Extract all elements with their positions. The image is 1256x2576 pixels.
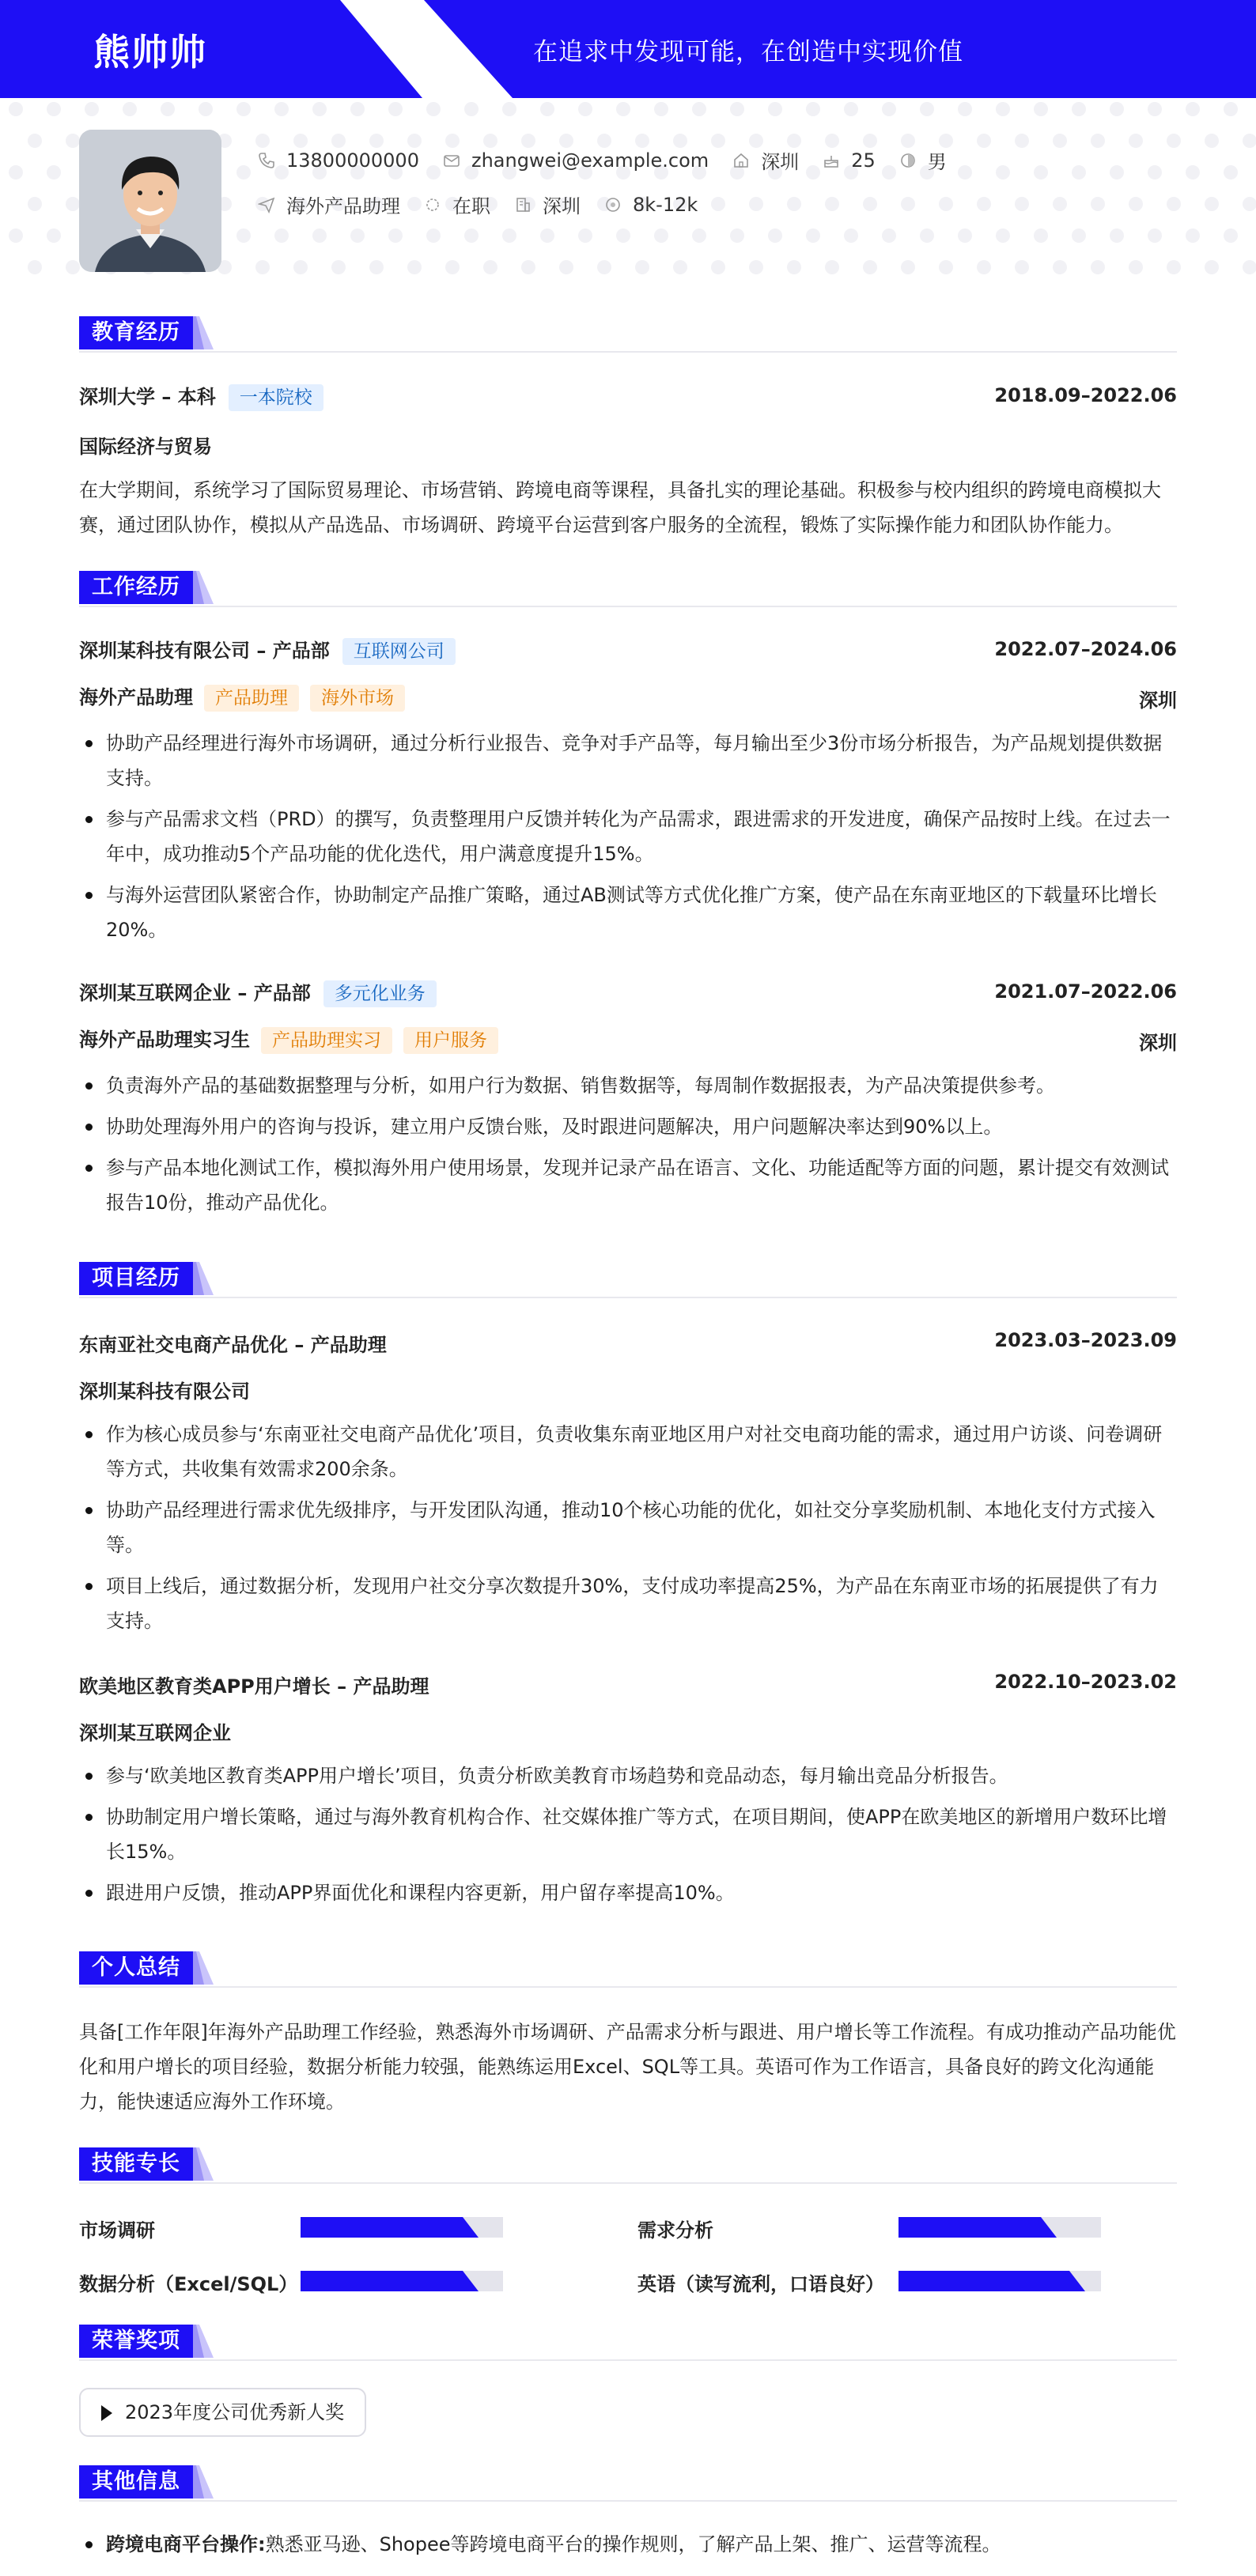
gender-icon (899, 152, 917, 169)
section-title: 工作经历 (79, 571, 193, 604)
section-education (79, 316, 1177, 353)
pattern-dot (882, 102, 896, 116)
pattern-dot (844, 229, 858, 243)
pattern-dot (901, 197, 915, 211)
section-divider (79, 1297, 1177, 1298)
award-item[interactable] (79, 2388, 366, 2437)
skill-bar (898, 2271, 1101, 2291)
pattern-dot (787, 197, 801, 211)
work-1-city: 深圳 (1139, 689, 1177, 712)
pattern-dot (768, 229, 782, 243)
pattern-dot (1148, 102, 1162, 116)
list-item (79, 2527, 1177, 2562)
pattern-dot (236, 229, 251, 243)
other-text: 熟悉亚马逊、Shopee等跨境电商平台的操作规则，了解产品上架、推广、运营等流程。 (265, 2533, 1001, 2555)
pattern-dot (350, 102, 365, 116)
pattern-dot (996, 102, 1010, 116)
list-item: 作为核心成员参与‘东南亚社交电商产品优化’项目，负责收集东南亚地区用户对社交电商功能的需求，通过用户访谈、问卷调研等方式，共收集有效需求200余条。 (79, 1417, 1177, 1486)
pattern-dot (255, 260, 270, 274)
pattern-dot (388, 229, 403, 243)
work-1-period: 2022.07–2024.06 (994, 638, 1177, 660)
work-2-city: 深圳 (1139, 1032, 1177, 1054)
section-title: 教育经历 (79, 316, 193, 349)
pattern-dot (1243, 134, 1256, 148)
section-title: 技能专长 (79, 2147, 193, 2181)
list-item: 负责海外产品的基础数据整理与分析，如用户行为数据、销售数据等，每周制作数据报表，为产品决策提供参考。 (79, 1068, 1177, 1103)
pattern-dot (312, 229, 327, 243)
work-1-bullets (79, 726, 1177, 954)
person-avatar-icon (79, 130, 221, 272)
pattern-dot (9, 102, 23, 116)
project-1-company: 深圳某科技有限公司 (79, 1381, 250, 1403)
section-tab-tail (193, 2147, 214, 2181)
work-2-company (79, 977, 437, 1007)
pattern-dot (939, 197, 953, 211)
skill-bar-fill (301, 2271, 479, 2291)
section-divider (79, 2500, 1177, 2502)
pattern-dot (464, 102, 479, 116)
play-triangle-icon (101, 2405, 112, 2421)
pattern-dot (863, 260, 877, 274)
pattern-dot (711, 260, 725, 274)
contact-location (732, 146, 799, 174)
work-2-period: 2021.07–2022.06 (994, 980, 1177, 1003)
contact-target-city (514, 191, 581, 218)
pattern-dot (426, 102, 441, 116)
contact-age (823, 149, 876, 172)
education-description: 在大学期间，系统学习了国际贸易理论、市场营销、跨境电商等课程，具备扎实的理论基础。积极参与校内组织的跨境电商模拟大赛，通过团队协作，模拟从产品选品、市场调研、跨境平台运营到客户服务的全流程，锻炼了实际操作能力和团队协作能力。 (79, 479, 1161, 536)
section-work (79, 571, 1177, 607)
skill-name: 需求分析 (637, 2219, 713, 2242)
pattern-dot (1072, 102, 1086, 116)
pattern-dot (863, 197, 877, 211)
pattern-dot (1015, 134, 1029, 148)
pattern-dot (85, 102, 99, 116)
pattern-dot (1148, 165, 1162, 179)
list-item: 项目上线后，通过数据分析，发现用户社交分享次数提升30%，支付成功率提高25%，为产品在东南亚市场的拓展提供了有力支持。 (79, 1569, 1177, 1638)
pattern-dot (977, 260, 991, 274)
project-1-title: 东南亚社交电商产品优化 – 产品助理 (79, 1334, 387, 1356)
pattern-dot (1205, 260, 1219, 274)
school-name: 深圳大学 – 本科 (79, 386, 216, 408)
pattern-dot (540, 102, 554, 116)
cake-icon (823, 152, 840, 169)
skill-bar-fill (301, 2217, 479, 2238)
section-title: 荣誉奖项 (79, 2325, 193, 2358)
pattern-dot (464, 229, 479, 243)
section-divider (79, 1986, 1177, 1988)
company-name: 深圳某互联网企业 – 产品部 (79, 982, 311, 1004)
pattern-dot (1167, 260, 1181, 274)
pattern-dot (445, 260, 460, 274)
gender-text: 男 (927, 151, 947, 173)
section-tab-tail (193, 571, 214, 604)
section-projects (79, 1262, 1177, 1298)
pattern-dot (597, 260, 611, 274)
pattern-dot (1110, 229, 1124, 243)
phone-icon (258, 152, 275, 169)
home-icon (732, 152, 750, 169)
section-tab-tail (193, 1262, 214, 1295)
contact-salary (604, 194, 698, 216)
section-title: 项目经历 (79, 1262, 193, 1295)
pattern-dot (1015, 197, 1029, 211)
list-item: 协助制定用户增长策略，通过与海外教育机构合作、社交媒体推广等方式，在项目期间，使APP在欧美地区的新增用户数环比增长15%。 (79, 1800, 1177, 1869)
pattern-dot (47, 229, 61, 243)
pattern-dot (28, 197, 42, 211)
pattern-dot (1205, 197, 1219, 211)
pattern-dot (28, 260, 42, 274)
coin-icon (604, 196, 622, 213)
pattern-dot (274, 229, 289, 243)
pattern-dot (293, 260, 308, 274)
list-item: 参与‘欧美地区教育类APP用户增长’项目，负责分析欧美教育市场趋势和竞品动态，每月输出竞品分析报告。 (79, 1758, 1177, 1793)
contact-status (424, 191, 490, 218)
section-tab-tail (193, 316, 214, 349)
pattern-dot (1110, 102, 1124, 116)
section-other (79, 2465, 1177, 2502)
pattern-dot (673, 260, 687, 274)
pattern-dot (66, 260, 80, 274)
pattern-dot (977, 197, 991, 211)
pattern-dot (47, 102, 61, 116)
mail-icon (443, 152, 460, 169)
pattern-dot (996, 165, 1010, 179)
pattern-dot (654, 229, 668, 243)
pattern-dot (1034, 165, 1048, 179)
age-text: 25 (851, 149, 876, 172)
email-text: zhangwei@example.com (471, 149, 709, 172)
company-tag: 互联网公司 (342, 638, 456, 665)
pattern-dot (692, 229, 706, 243)
pattern-dot (996, 229, 1010, 243)
section-title: 个人总结 (79, 1951, 193, 1985)
pattern-dot (901, 260, 915, 274)
pattern-dot (825, 260, 839, 274)
pattern-dot (483, 260, 497, 274)
contact-row-primary (258, 146, 970, 174)
pattern-dot (958, 102, 972, 116)
education-school (79, 381, 323, 411)
section-divider (79, 2182, 1177, 2184)
pattern-dot (1167, 197, 1181, 211)
pattern-dot (369, 260, 384, 274)
pattern-dot (1034, 229, 1048, 243)
pattern-dot (331, 260, 346, 274)
section-tab-tail (193, 1951, 214, 1985)
pattern-dot (161, 102, 175, 116)
role-tag: 产品助理 (204, 685, 299, 712)
pattern-dot (616, 229, 630, 243)
status-icon (424, 196, 441, 213)
pattern-dot (787, 260, 801, 274)
pattern-dot (1053, 134, 1067, 148)
project-2-company: 深圳某互联网企业 (79, 1722, 231, 1744)
project-1-bullets (79, 1417, 1177, 1645)
pattern-dot (1091, 197, 1105, 211)
pattern-dot (47, 165, 61, 179)
list-item: 协助处理海外用户的咨询与投诉，建立用户反馈台账，及时跟进问题解决，用户问题解决率达到90%以上。 (79, 1109, 1177, 1144)
other-label: 跨境电商平台操作: (106, 2533, 266, 2555)
salary-text: 8k-12k (633, 193, 698, 216)
pattern-dot (806, 102, 820, 116)
pattern-dot (920, 229, 934, 243)
role-tag: 海外市场 (310, 685, 405, 712)
pattern-dot (958, 229, 972, 243)
pattern-dot (199, 102, 213, 116)
pattern-dot (502, 102, 516, 116)
pattern-dot (825, 197, 839, 211)
avatar (79, 130, 221, 272)
contact-gender (899, 146, 947, 174)
pattern-dot (66, 197, 80, 211)
list-item: 跟进用户反馈，推动APP界面优化和课程内容更新，用户留存率提高10%。 (79, 1875, 1177, 1910)
skill-bar-fill (898, 2217, 1057, 2238)
pattern-dot (1224, 229, 1238, 243)
pattern-dot (1072, 229, 1086, 243)
pattern-dot (1129, 134, 1143, 148)
pattern-dot (1243, 197, 1256, 211)
pattern-dot (1205, 134, 1219, 148)
pattern-dot (521, 260, 535, 274)
resume-slogan: 在追求中发现可能，在创造中实现价值 (533, 38, 963, 66)
pattern-dot (312, 102, 327, 116)
pattern-dot (9, 229, 23, 243)
resume-name: 熊帅帅 (93, 31, 207, 74)
education-major: 国际经济与贸易 (79, 436, 212, 458)
pattern-dot (1110, 165, 1124, 179)
target-position-text: 海外产品助理 (286, 195, 400, 217)
education-period: 2018.09–2022.06 (994, 384, 1177, 406)
target-city-text: 深圳 (543, 195, 581, 217)
pattern-dot (654, 102, 668, 116)
pattern-dot (123, 102, 137, 116)
project-1-period: 2023.03–2023.09 (994, 1329, 1177, 1351)
work-2-bullets (79, 1068, 1177, 1226)
pattern-dot (559, 260, 573, 274)
pattern-dot (749, 197, 763, 211)
pattern-dot (1224, 102, 1238, 116)
pattern-dot (1091, 260, 1105, 274)
pattern-dot (274, 102, 289, 116)
section-skills (79, 2147, 1177, 2184)
section-tab-tail (193, 2325, 214, 2358)
pattern-dot (236, 165, 251, 179)
pattern-dot (1129, 197, 1143, 211)
section-awards (79, 2325, 1177, 2361)
pattern-dot (1091, 134, 1105, 148)
skill-name: 英语（读写流利，口语良好） (637, 2273, 884, 2295)
pattern-dot (806, 229, 820, 243)
section-summary (79, 1951, 1177, 1988)
pattern-dot (1186, 165, 1200, 179)
section-title: 其他信息 (79, 2465, 193, 2499)
pattern-dot (1224, 165, 1238, 179)
pattern-dot (749, 260, 763, 274)
pattern-dot (502, 229, 516, 243)
pattern-dot (66, 134, 80, 148)
pattern-dot (578, 229, 592, 243)
company-name: 深圳某科技有限公司 – 产品部 (79, 640, 330, 662)
pattern-dot (920, 102, 934, 116)
building-icon (514, 196, 532, 213)
pattern-dot (426, 229, 441, 243)
pattern-dot (388, 102, 403, 116)
location-text: 深圳 (761, 151, 800, 173)
list-item: 参与产品需求文档（PRD）的撰写，负责整理用户反馈并转化为产品需求，跟进需求的开发进度，确保产品按时上线。在过去一年中，成功推动5个产品功能的优化迭代，用户满意度提升15%。 (79, 802, 1177, 871)
status-text: 在职 (452, 195, 490, 217)
work-1-role (79, 682, 405, 712)
pattern-dot (350, 229, 365, 243)
pattern-dot (882, 229, 896, 243)
pattern-dot (1148, 229, 1162, 243)
skill-bar (301, 2217, 503, 2238)
pattern-dot (939, 260, 953, 274)
pattern-dot (730, 229, 744, 243)
pattern-dot (635, 260, 649, 274)
list-item: 协助产品经理进行海外市场调研，通过分析行业报告、竞争对手产品等，每月输出至少3份市场分析报告，为产品规划提供数据支持。 (79, 726, 1177, 795)
pattern-dot (1053, 197, 1067, 211)
list-item: 与海外运营团队紧密合作，协助制定产品推广策略，通过AB测试等方式优化推广方案，使产品在东南亚地区的下载量环比增长20%。 (79, 878, 1177, 947)
pattern-dot (730, 102, 744, 116)
pattern-dot (1129, 260, 1143, 274)
pattern-dot (540, 229, 554, 243)
list-item: 协助产品经理进行需求优先级排序，与开发团队沟通，推动10个核心功能的优化，如社交分享奖励机制、本地化支付方式接入等。 (79, 1493, 1177, 1562)
project-2-title: 欧美地区教育类APP用户增长 – 产品助理 (79, 1675, 429, 1698)
pattern-dot (692, 102, 706, 116)
contact-email (443, 149, 709, 172)
pattern-dot (1034, 102, 1048, 116)
pattern-dot (1015, 260, 1029, 274)
pattern-dot (1072, 165, 1086, 179)
work-1-company (79, 635, 456, 665)
list-item: 参与产品本地化测试工作，模拟海外用户使用场景，发现并记录产品在语言、文化、功能适配等方面的问题，累计提交有效测试报告10份，推动产品优化。 (79, 1150, 1177, 1220)
section-divider (79, 351, 1177, 353)
company-tag: 多元化业务 (323, 980, 437, 1007)
skill-bar (301, 2271, 503, 2291)
role-tag: 用户服务 (403, 1027, 498, 1054)
skill-bar-fill (898, 2271, 1085, 2291)
pattern-dot (28, 134, 42, 148)
work-2-role (79, 1024, 498, 1054)
project-2-period: 2022.10–2023.02 (994, 1671, 1177, 1693)
skill-name: 市场调研 (79, 2219, 155, 2242)
section-divider (79, 606, 1177, 607)
project-2-bullets (79, 1758, 1177, 1917)
role-tag: 产品助理实习 (261, 1027, 392, 1054)
skill-bar (898, 2217, 1101, 2238)
pattern-dot (1167, 134, 1181, 148)
pattern-dot (844, 102, 858, 116)
school-tag: 一本院校 (229, 384, 323, 411)
send-icon (258, 196, 275, 213)
pattern-dot (977, 134, 991, 148)
award-text: 2023年度公司优秀新人奖 (125, 2401, 345, 2423)
contact-target-position (258, 191, 400, 218)
skill-name: 数据分析（Excel/SQL） (79, 2273, 298, 2295)
pattern-dot (1053, 260, 1067, 274)
other-list (79, 2527, 1177, 2568)
section-tab-tail (193, 2465, 214, 2499)
pattern-dot (9, 165, 23, 179)
contact-phone (258, 149, 419, 172)
phone-text: 13800000000 (286, 149, 419, 172)
pattern-dot (616, 102, 630, 116)
role-name: 海外产品助理 (79, 686, 193, 708)
pattern-dot (236, 102, 251, 116)
summary-text: 具备[工作年限]年海外产品助理工作经验，熟悉海外市场调研、产品需求分析与跟进、用户增长等工作流程。有成功推动产品功能优化和用户增长的项目经验，数据分析能力较强，能熟练运用Excel、SQL等工具。英语可作为工作语言，具备良好的跨文化沟通能力，能快速适应海外工作环境。 (79, 2021, 1176, 2113)
contact-row-secondary (258, 191, 721, 218)
pattern-dot (407, 260, 422, 274)
pattern-dot (1243, 260, 1256, 274)
pattern-dot (768, 102, 782, 116)
section-divider (79, 2359, 1177, 2361)
pattern-dot (1186, 102, 1200, 116)
header-banner (0, 0, 1256, 98)
pattern-dot (578, 102, 592, 116)
role-name: 海外产品助理实习生 (79, 1029, 250, 1051)
pattern-dot (1186, 229, 1200, 243)
